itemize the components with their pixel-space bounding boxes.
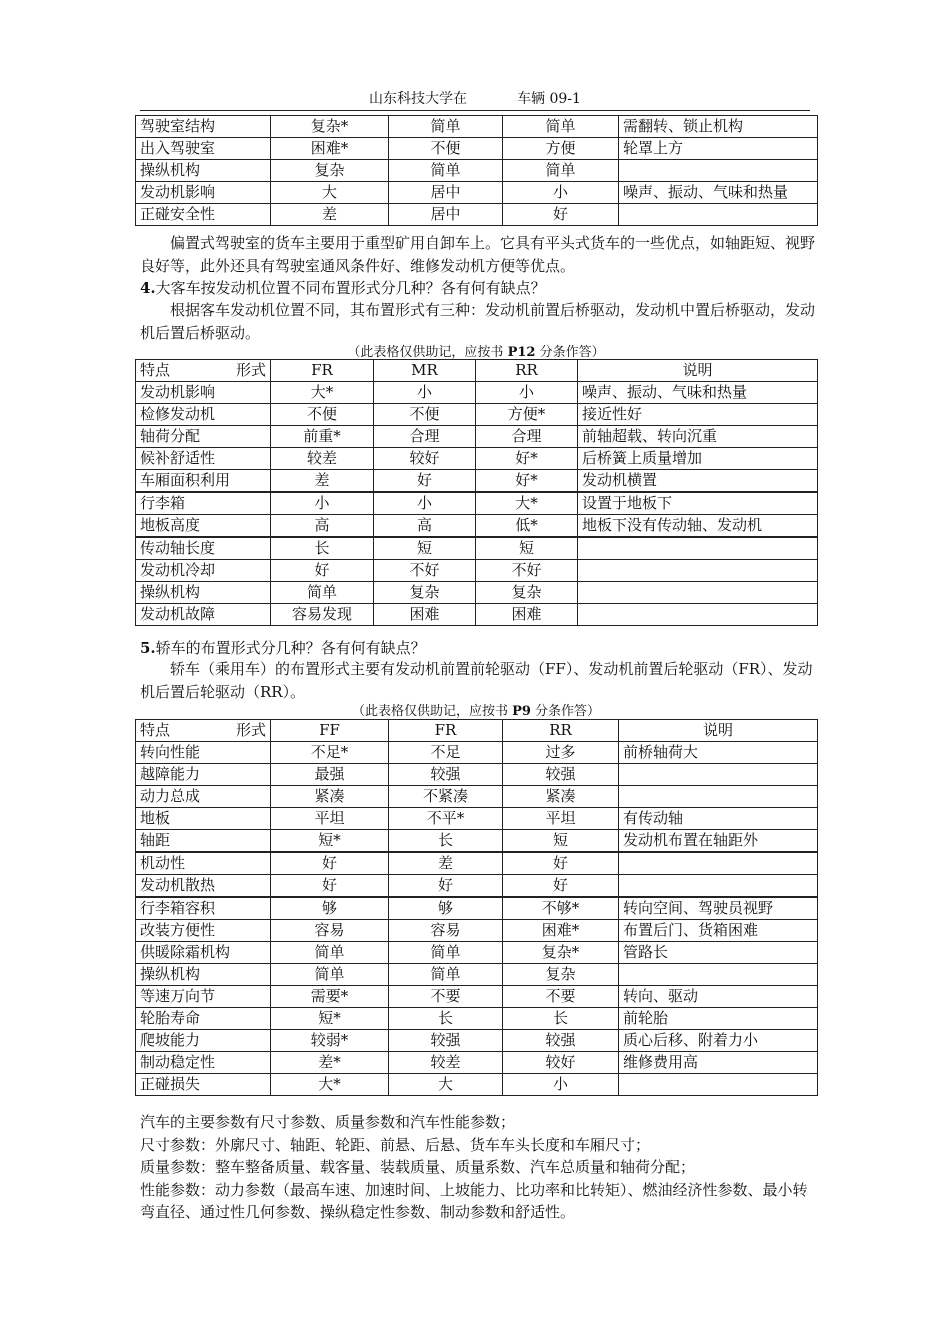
table-row [136, 582, 818, 604]
page-header [140, 90, 810, 108]
row-value-cell: 较强 [389, 1030, 503, 1052]
row-value-cell: 居中 [389, 204, 503, 226]
row-label-cell: 检修发动机 [136, 404, 271, 426]
row-value-cell: 短 [503, 830, 619, 853]
header-class: 车辆 09-1 [517, 91, 581, 107]
row-value-cell: 长 [389, 830, 503, 853]
row-value-cell: 不足* [271, 742, 389, 764]
row-note-cell [619, 1074, 818, 1096]
row-value-cell: 容易 [389, 920, 503, 942]
row-value-cell: 紧凑 [271, 786, 389, 808]
question-4-number: 4. [140, 279, 156, 297]
row-value-cell: 方便* [476, 404, 578, 426]
row-label-cell: 行李箱 [136, 492, 271, 515]
row-label-cell: 候补舒适性 [136, 448, 271, 470]
header-school: 山东科技大学在 [369, 91, 468, 107]
row-value-cell: 小 [374, 492, 476, 515]
row-value-cell: 困难 [374, 604, 476, 626]
header-col-1: FF [271, 720, 389, 742]
table-row [136, 897, 818, 920]
row-value-cell: 短* [271, 830, 389, 853]
row-label-cell: 轴荷分配 [136, 426, 271, 448]
row-label-cell: 正碰安全性 [136, 204, 271, 226]
row-label-cell: 发动机故障 [136, 604, 271, 626]
header-col-2: MR [374, 360, 476, 382]
row-label-cell: 机动性 [136, 852, 271, 875]
row-value-cell: 差 [389, 852, 503, 875]
row-value-cell: 较强 [503, 764, 619, 786]
table-row [136, 786, 818, 808]
row-value-cell: 大 [271, 182, 389, 204]
table-row [136, 986, 818, 1008]
row-note-cell [619, 875, 818, 898]
row-value-cell: 高 [374, 515, 476, 538]
row-label-cell: 动力总成 [136, 786, 271, 808]
table-row [136, 964, 818, 986]
row-note-cell: 前轮胎 [619, 1008, 818, 1030]
table-row [136, 204, 818, 226]
row-value-cell: 小 [374, 382, 476, 404]
row-value-cell: 不要 [503, 986, 619, 1008]
row-value-cell: 差 [271, 470, 374, 493]
row-value-cell: 好* [476, 470, 578, 493]
table-row [136, 382, 818, 404]
row-note-cell [578, 560, 818, 582]
row-note-cell [619, 204, 818, 226]
footer-line-3: 质量参数：整车整备质量、载客量、装载质量、质量系数、汽车总质量和轴荷分配； [140, 1158, 696, 1176]
question-4-text: 大客车按发动机位置不同布置形式分几种？各有何有缺点？ [155, 279, 546, 297]
row-label-cell: 操纵机构 [136, 160, 271, 182]
row-label-cell: 轴距 [136, 830, 271, 853]
footer-line-4: 性能参数：动力参数（最高车速、加速时间、上坡能力、比功率和比转矩）、燃油经济性参数、最小转弯直径、通过性几何参数、操纵稳定性参数、制动参数和舒适性。 [140, 1180, 808, 1221]
row-value-cell: 低* [476, 515, 578, 538]
row-value-cell: 较差 [389, 1052, 503, 1074]
row-note-cell: 轮罩上方 [619, 138, 818, 160]
row-value-cell: 好* [476, 448, 578, 470]
row-value-cell: 小 [476, 382, 578, 404]
row-label-cell: 等速万向节 [136, 986, 271, 1008]
header-form-label: 形式 [235, 721, 266, 739]
row-value-cell: 不要 [389, 986, 503, 1008]
footer-line-1: 汽车的主要参数有尺寸参数、质量参数和汽车性能参数； [140, 1113, 516, 1131]
row-value-cell: 合理 [374, 426, 476, 448]
table-row [136, 138, 818, 160]
row-note-cell [619, 786, 818, 808]
row-value-cell: 容易 [271, 920, 389, 942]
table-row [136, 830, 818, 853]
header-note-col: 说明 [619, 720, 818, 742]
table-row [136, 604, 818, 626]
row-label-cell: 改装方便性 [136, 920, 271, 942]
table-row [136, 182, 818, 204]
row-label-cell: 爬坡能力 [136, 1030, 271, 1052]
row-note-cell: 发动机横置 [578, 470, 818, 493]
table-row [136, 1074, 818, 1096]
row-label-cell: 越障能力 [136, 764, 271, 786]
row-value-cell: 不好 [476, 560, 578, 582]
row-value-cell: 好 [389, 875, 503, 898]
row-label-cell: 轮胎寿命 [136, 1008, 271, 1030]
row-value-cell: 较弱* [271, 1030, 389, 1052]
row-value-cell: 困难 [476, 604, 578, 626]
table2-note-page: P12 [507, 345, 536, 360]
table-row [136, 560, 818, 582]
row-note-cell: 地板下没有传动轴、发动机 [578, 515, 818, 538]
row-value-cell: 不便 [271, 404, 374, 426]
row-note-cell: 管路长 [619, 942, 818, 964]
row-value-cell: 长 [503, 1008, 619, 1030]
row-value-cell: 方便 [503, 138, 619, 160]
table-header-row [136, 720, 818, 742]
footer-text [140, 1111, 815, 1224]
table-row [136, 492, 818, 515]
row-value-cell: 好 [271, 875, 389, 898]
row-note-cell: 需翻转、锁止机构 [619, 116, 818, 138]
table3-note [135, 704, 817, 720]
table-row [136, 515, 818, 538]
table-header-row [136, 360, 818, 382]
row-value-cell: 不便 [374, 404, 476, 426]
row-label-cell: 供暖除霜机构 [136, 942, 271, 964]
row-value-cell: 长 [271, 537, 374, 560]
row-value-cell: 紧凑 [503, 786, 619, 808]
row-note-cell [578, 582, 818, 604]
row-label-cell: 出入驾驶室 [136, 138, 271, 160]
row-value-cell: 大* [271, 382, 374, 404]
row-label-cell: 行李箱容积 [136, 897, 271, 920]
row-value-cell: 前重* [271, 426, 374, 448]
row-value-cell: 够 [389, 897, 503, 920]
header-rule [140, 110, 810, 111]
row-value-cell: 差 [271, 204, 389, 226]
row-value-cell: 高 [271, 515, 374, 538]
row-note-cell: 转向、驱动 [619, 986, 818, 1008]
row-value-cell: 困难* [271, 138, 389, 160]
row-value-cell: 较差 [271, 448, 374, 470]
row-value-cell: 复杂 [271, 160, 389, 182]
header-feature-label: 特点 [140, 361, 171, 379]
row-label-cell: 驾驶室结构 [136, 116, 271, 138]
row-value-cell: 小 [503, 1074, 619, 1096]
row-value-cell: 小 [503, 182, 619, 204]
row-value-cell: 合理 [476, 426, 578, 448]
row-value-cell: 好 [503, 875, 619, 898]
row-note-cell: 布置后门、货箱困难 [619, 920, 818, 942]
row-value-cell: 简单 [389, 942, 503, 964]
row-value-cell: 需要* [271, 986, 389, 1008]
row-value-cell: 够 [271, 897, 389, 920]
question-5-text: 轿车的布置形式分几种？各有何有缺点？ [155, 639, 426, 657]
row-note-cell: 转向空间、驾驶员视野 [619, 897, 818, 920]
row-value-cell: 长 [389, 1008, 503, 1030]
question-4 [140, 277, 815, 300]
row-label-cell: 地板高度 [136, 515, 271, 538]
row-value-cell: 平坦 [503, 808, 619, 830]
row-value-cell: 困难* [503, 920, 619, 942]
row-note-cell: 质心后移、附着力小 [619, 1030, 818, 1052]
table-row [136, 448, 818, 470]
row-label-cell: 操纵机构 [136, 964, 271, 986]
table3-note-post: 分条作答） [530, 704, 601, 719]
question-5 [140, 637, 815, 660]
cab-comparison-table [135, 115, 818, 226]
row-value-cell: 简单 [271, 582, 374, 604]
table-row [136, 537, 818, 560]
row-value-cell: 小 [271, 492, 374, 515]
row-value-cell: 好 [271, 560, 374, 582]
row-value-cell: 过多 [503, 742, 619, 764]
header-col-3: RR [476, 360, 578, 382]
row-label-cell: 制动稳定性 [136, 1052, 271, 1074]
row-value-cell: 简单 [503, 116, 619, 138]
row-note-cell [619, 964, 818, 986]
row-value-cell: 容易发现 [271, 604, 374, 626]
row-value-cell: 简单 [389, 964, 503, 986]
table-row [136, 808, 818, 830]
header-corner-cell [136, 360, 271, 382]
bus-layout-table [135, 359, 818, 626]
row-value-cell: 简单 [271, 942, 389, 964]
row-value-cell: 短* [271, 1008, 389, 1030]
row-value-cell: 短 [374, 537, 476, 560]
row-value-cell: 居中 [389, 182, 503, 204]
row-label-cell: 车厢面积利用 [136, 470, 271, 493]
header-note-col: 说明 [578, 360, 818, 382]
row-value-cell: 较好 [374, 448, 476, 470]
row-value-cell: 大 [389, 1074, 503, 1096]
row-value-cell: 短 [476, 537, 578, 560]
table2-note-pre: （此表格仅供助记，应按书 [347, 345, 508, 360]
row-label-cell: 正碰损失 [136, 1074, 271, 1096]
table-row [136, 1008, 818, 1030]
header-col-3: RR [503, 720, 619, 742]
row-value-cell: 复杂 [374, 582, 476, 604]
row-label-cell: 发动机影响 [136, 382, 271, 404]
row-value-cell: 较强 [389, 764, 503, 786]
header-feature-label: 特点 [140, 721, 171, 739]
row-label-cell: 传动轴长度 [136, 537, 271, 560]
row-note-cell: 噪声、振动、气味和热量 [578, 382, 818, 404]
table-row [136, 920, 818, 942]
row-value-cell: 好 [503, 852, 619, 875]
table-row [136, 160, 818, 182]
row-note-cell [578, 537, 818, 560]
row-value-cell: 复杂* [271, 116, 389, 138]
table-row [136, 426, 818, 448]
row-value-cell: 好 [271, 852, 389, 875]
row-value-cell: 简单 [389, 116, 503, 138]
header-corner-cell [136, 720, 271, 742]
paragraph-offset-cab: 偏置式驾驶室的货车主要用于重型矿用自卸车上。它具有平头式货车的一些优点，如轴距短、视野良好等，此外还具有驾驶室通风条件好、维修发动机方便等优点。 [140, 234, 816, 275]
row-value-cell: 简单 [503, 160, 619, 182]
row-note-cell: 有传动轴 [619, 808, 818, 830]
row-note-cell [578, 604, 818, 626]
row-label-cell: 操纵机构 [136, 582, 271, 604]
row-value-cell: 不便 [389, 138, 503, 160]
row-label-cell: 发动机冷却 [136, 560, 271, 582]
row-value-cell: 简单 [389, 160, 503, 182]
paragraph-car-layout: 轿车（乘用车）的布置形式主要有发动机前置前轮驱动（FF）、发动机前置后轮驱动（FR）、发动机后置后轮驱动（RR）。 [140, 660, 813, 701]
footer-line-2: 尺寸参数：外廓尺寸、轴距、轮距、前悬、后悬、货车车头长度和车厢尺寸； [140, 1135, 651, 1154]
table-row [136, 742, 818, 764]
row-value-cell: 不好 [374, 560, 476, 582]
row-value-cell: 复杂* [503, 942, 619, 964]
table3-note-page: P9 [512, 704, 531, 719]
row-value-cell: 复杂 [503, 964, 619, 986]
row-value-cell: 好 [503, 204, 619, 226]
row-note-cell: 发动机布置在轴距外 [619, 830, 818, 853]
row-value-cell: 不紧凑 [389, 786, 503, 808]
car-layout-table [135, 719, 818, 1096]
row-note-cell: 后桥簧上质量增加 [578, 448, 818, 470]
row-label-cell: 发动机散热 [136, 875, 271, 898]
question-5-number: 5. [140, 639, 156, 657]
table-row [136, 1052, 818, 1074]
row-note-cell [619, 160, 818, 182]
row-value-cell: 较强 [503, 1030, 619, 1052]
header-col-2: FR [389, 720, 503, 742]
row-note-cell: 前桥轴荷大 [619, 742, 818, 764]
table-row [136, 942, 818, 964]
row-value-cell: 不够* [503, 897, 619, 920]
row-value-cell: 大* [271, 1074, 389, 1096]
row-value-cell: 大* [476, 492, 578, 515]
table-row [136, 875, 818, 898]
row-note-cell: 接近性好 [578, 404, 818, 426]
row-note-cell [619, 852, 818, 875]
row-value-cell: 好 [374, 470, 476, 493]
table-row [136, 1030, 818, 1052]
table-row [136, 764, 818, 786]
row-note-cell [619, 764, 818, 786]
row-note-cell: 噪声、振动、气味和热量 [619, 182, 818, 204]
row-value-cell: 差* [271, 1052, 389, 1074]
row-label-cell: 转向性能 [136, 742, 271, 764]
row-label-cell: 发动机影响 [136, 182, 271, 204]
row-value-cell: 复杂 [476, 582, 578, 604]
table-row [136, 404, 818, 426]
table-row [136, 852, 818, 875]
table3-note-pre: （此表格仅供助记，应按书 [351, 704, 513, 719]
row-note-cell: 维修费用高 [619, 1052, 818, 1074]
row-note-cell: 前轴超载、转向沉重 [578, 426, 818, 448]
header-col-1: FR [271, 360, 374, 382]
table-row [136, 470, 818, 493]
row-note-cell: 设置于地板下 [578, 492, 818, 515]
row-value-cell: 简单 [271, 964, 389, 986]
row-value-cell: 最强 [271, 764, 389, 786]
row-value-cell: 不平* [389, 808, 503, 830]
row-value-cell: 不足 [389, 742, 503, 764]
table-row [136, 116, 818, 138]
header-form-label: 形式 [235, 361, 266, 379]
row-label-cell: 地板 [136, 808, 271, 830]
row-value-cell: 平坦 [271, 808, 389, 830]
table2-note-post: 分条作答） [535, 345, 605, 360]
row-value-cell: 较好 [503, 1052, 619, 1074]
paragraph-bus-layout: 根据客车发动机位置不同，其布置形式有三种：发动机前置后桥驱动，发动机中置后桥驱动，发动机后置后桥驱动。 [140, 301, 816, 342]
